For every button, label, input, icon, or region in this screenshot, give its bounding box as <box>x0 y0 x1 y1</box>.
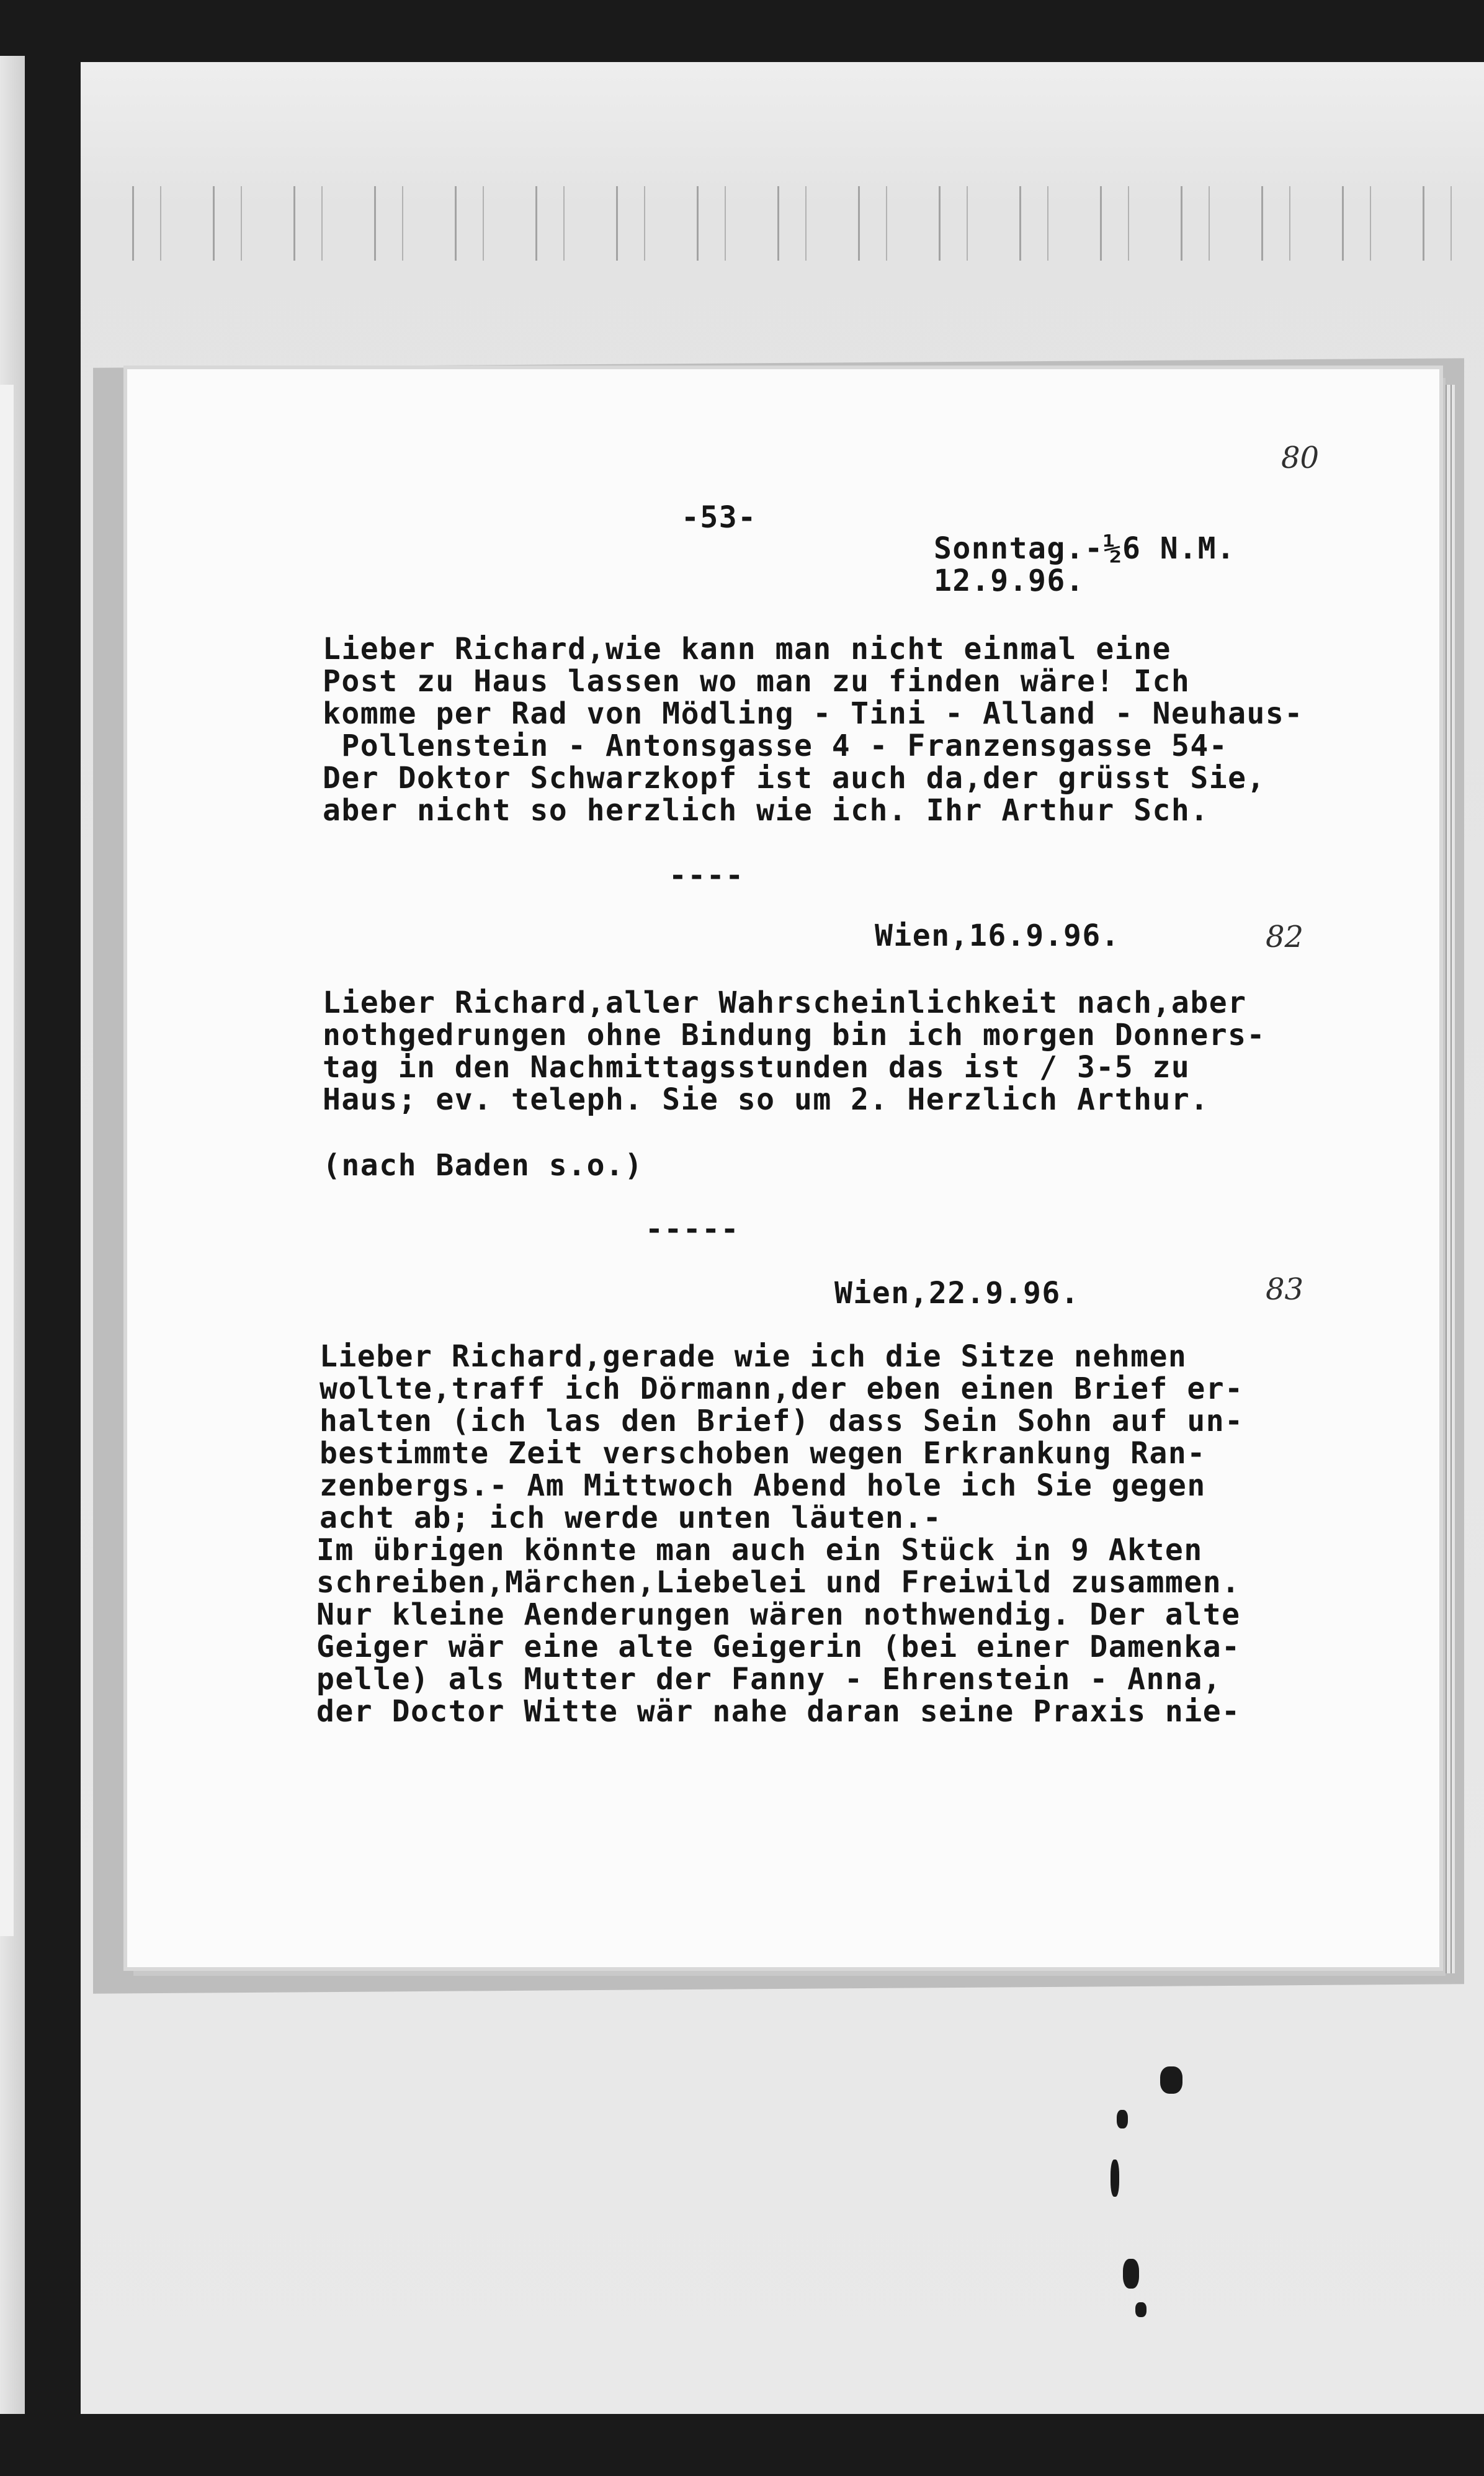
letter-3-line-11: pelle) als Mutter der Fanny - Ehrenstein - Anna, <box>316 1662 1222 1697</box>
letter-3-line-4: bestimmte Zeit verschoben wegen Erkrankung Ran- <box>320 1436 1206 1471</box>
letter-3-line-12: der Doctor Witte wär nahe daran seine Praxis nie- <box>316 1694 1241 1729</box>
letter-3-line-5: zenbergs.- Am Mittwoch Abend hole ich Sie gegen <box>320 1468 1206 1503</box>
letter-1-line-6: aber nicht so herzlich wie ich. Ihr Arthur Sch. <box>323 793 1209 828</box>
letter-1-line-5: Der Doktor Schwarzkopf ist auch da,der grüsst Sie, <box>323 761 1266 796</box>
bleed-through-marks <box>109 186 1473 261</box>
letter-1-line-1: Lieber Richard,wie kann man nicht einmal eine <box>323 632 1171 666</box>
letter-3-date: Wien,22.9.96. <box>834 1276 1080 1311</box>
letter-2-line-4: Haus; ev. teleph. Sie so um 2. Herzlich Arthur. <box>323 1082 1209 1117</box>
separator-1: ---- <box>669 858 744 893</box>
letter-1-date-line-1: Sonntag.-½6 N.M. <box>934 531 1236 566</box>
letter-1-date-line-2: 12.9.96. <box>934 563 1085 598</box>
letter-2-annotation: 82 <box>1266 920 1304 954</box>
page-number: -53- <box>681 500 757 535</box>
letter-2-date: Wien,16.9.96. <box>875 918 1120 953</box>
letter-3-line-9: Nur kleine Aenderungen wären nothwendig. Der alte <box>316 1597 1241 1632</box>
letter-2-note: (nach Baden s.o.) <box>323 1148 643 1183</box>
folio-number: 80 <box>1281 441 1320 475</box>
letter-3-annotation: 83 <box>1266 1272 1304 1307</box>
letter-1-line-3: komme per Rad von Mödling - Tini - Alland - Neuhaus- <box>323 696 1303 731</box>
letter-3-line-7: Im übrigen könnte man auch ein Stück in 9 Akten <box>316 1533 1203 1568</box>
letter-2-line-1: Lieber Richard,aller Wahrscheinlichkeit nach,aber <box>323 985 1247 1020</box>
letter-2-line-3: tag in den Nachmittagsstunden das ist / 3-5 zu <box>323 1050 1191 1085</box>
letter-1-line-2: Post zu Haus lassen wo man zu finden wäre! Ich <box>323 664 1191 699</box>
letter-3-line-10: Geiger wär eine alte Geigerin (bei einer Damenka- <box>316 1630 1241 1664</box>
letter-3-line-1: Lieber Richard,gerade wie ich die Sitze nehmen <box>320 1339 1187 1374</box>
letter-2-line-2: nothgedrungen ohne Bindung bin ich morgen Donners- <box>323 1018 1266 1052</box>
letter-3-line-3: halten (ich las den Brief) dass Sein Sohn auf un- <box>320 1404 1244 1438</box>
letter-1-line-4: Pollenstein - Antonsgasse 4 - Franzensgasse 54- <box>323 729 1228 763</box>
adjacent-page-highlight <box>0 385 14 1936</box>
letter-3-line-6: acht ab; ich werde unten läuten.- <box>320 1500 942 1535</box>
separator-2: ----- <box>645 1212 740 1247</box>
letter-3-line-2: wollte,traff ich Dörmann,der eben einen Brief er- <box>320 1371 1244 1406</box>
letter-3-line-8: schreiben,Märchen,Liebelei und Freiwild zusammen. <box>316 1565 1241 1600</box>
ink-specks <box>1098 2066 1191 2414</box>
